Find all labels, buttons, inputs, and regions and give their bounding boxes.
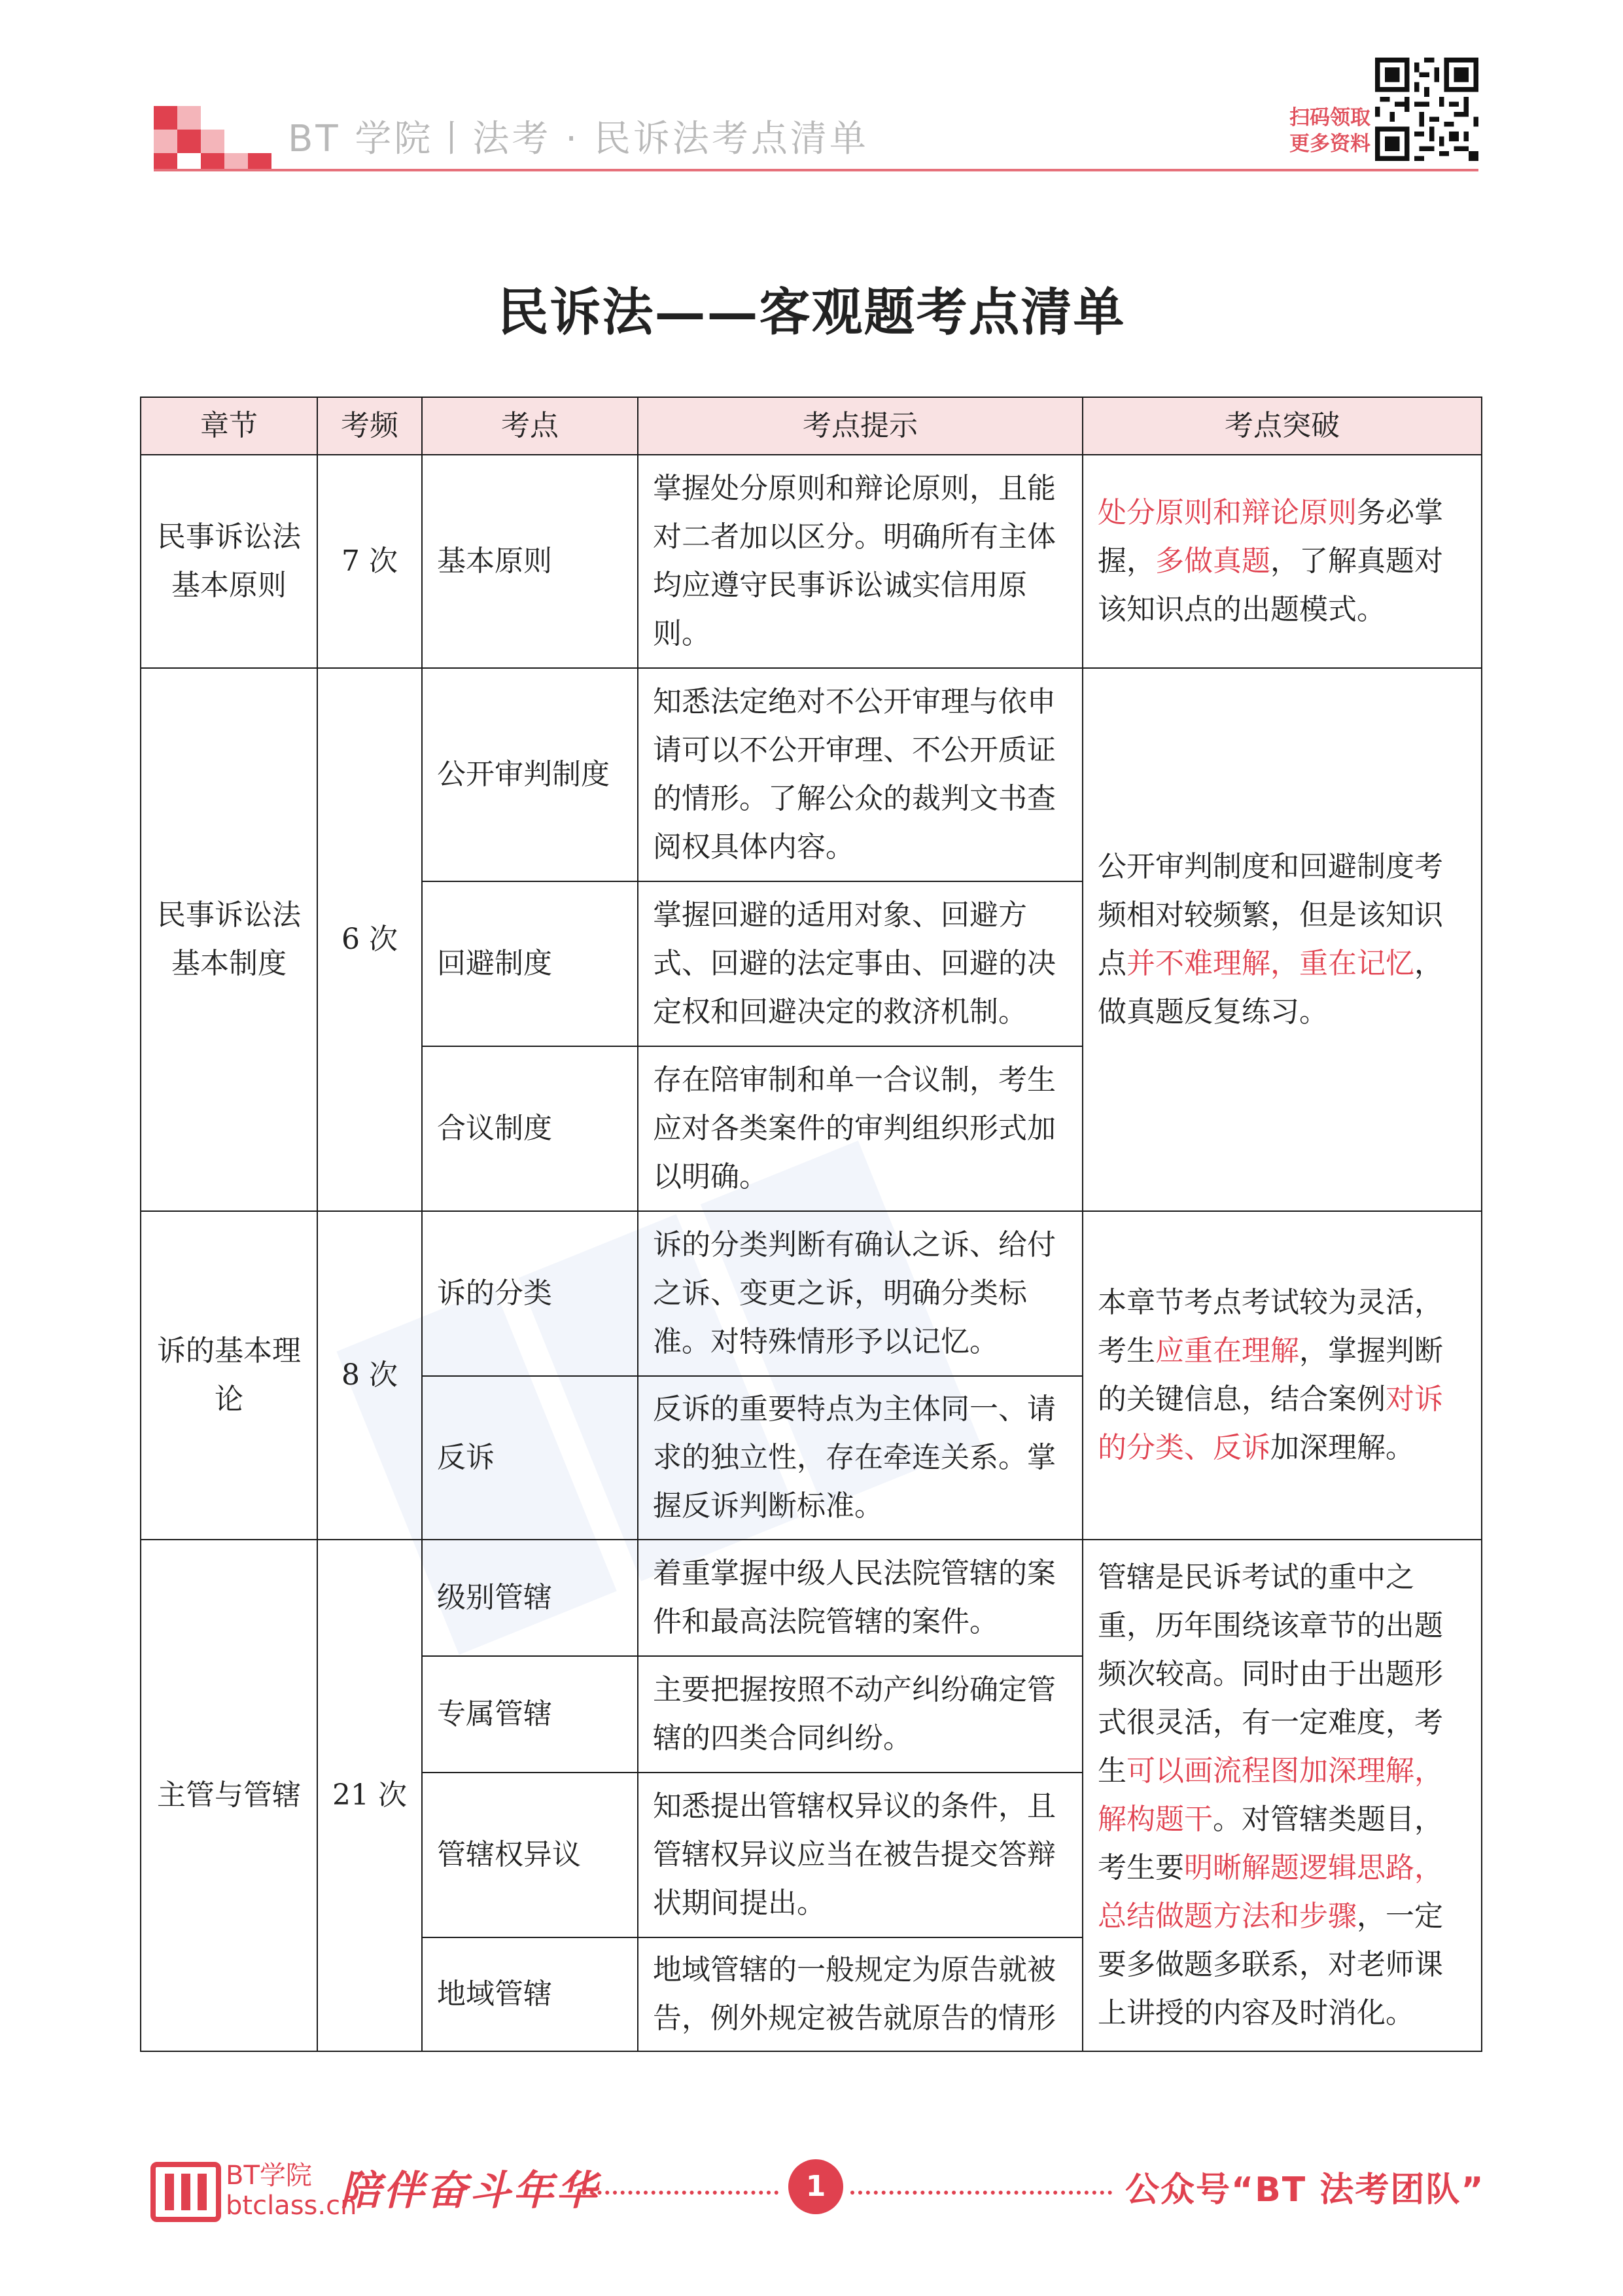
table-row [141,668,1482,881]
chapter-cell: 民事诉讼法基本制度 [141,668,317,1211]
hint-cell: 着重掌握中级人民法院管辖的案件和最高法院管辖的案件。 [638,1540,1083,1656]
hint-cell: 反诉的重要特点为主体同一、请求的独立性，存在牵连关系。掌握反诉判断标准。 [638,1376,1083,1540]
frequency-cell: 6 次 [317,668,422,1211]
plain-text: 管辖是民诉考试的重中之重，历年围绕该章节的出题频次较高。同时由于出题形式很灵活，有一定难度，考生 [1098,1561,1443,1788]
frequency-cell: 8 次 [317,1211,422,1540]
emphasis-text: 明晰解题逻辑思路，总结做题方法和步骤 [1098,1851,1443,1933]
breakthrough-cell [1083,455,1482,668]
plain-text: 本章节考点考试较为灵活，考生 [1098,1286,1443,1368]
hint-cell: 掌握处分原则和辩论原则，且能对二者加以区分。明确所有主体均应遵守民事诉讼诚实信用原则。 [638,455,1083,668]
footer-dots-left [582,2191,778,2195]
hint-cell: 诉的分类判断有确认之诉、给付之诉、变更之诉，明确分类标准。对特殊情形予以记忆。 [638,1211,1083,1376]
point-cell: 回避制度 [422,881,638,1046]
table-row [141,1211,1482,1376]
table-header-row [141,397,1482,455]
hint-cell: 地域管辖的一般规定为原告就被告，例外规定被告就原告的情形 [638,1937,1083,2051]
plain-text: ，掌握判断的关键信息，结合案例 [1098,1334,1443,1416]
point-cell: 诉的分类 [422,1211,638,1376]
hint-cell: 知悉法定绝对不公开审理与依申请可以不公开审理、不公开质证的情形。了解公众的裁判文书查阅权具体内容。 [638,668,1083,881]
page-header [0,0,1623,183]
column-header: 考频 [317,397,422,455]
exam-points-table [140,397,1482,2052]
emphasis-text: 并不难理解，重在记忆 [1126,947,1414,980]
frequency-cell: 21 次 [317,1540,422,2051]
chapter-cell: 民事诉讼法基本原则 [141,455,317,668]
brand-squares-icon [154,106,271,171]
header-title: BT 学院丨法考 · 民诉法考点清单 [288,118,869,160]
column-header: 考点 [422,397,638,455]
footer-brand [226,2161,357,2221]
scan-prompt [1276,105,1370,157]
btclass-logo-icon [150,2159,221,2222]
breakthrough-cell [1083,668,1482,1211]
table-row [141,455,1482,668]
page-title: 民诉法——客观题考点清单 [497,283,1126,342]
plain-text: 公开审判制度和回避制度考频相对较频繁，但是该知识点 [1098,850,1443,980]
plain-text: 务必掌握， [1098,496,1443,578]
point-cell: 管辖权异议 [422,1773,638,1937]
emphasis-text: 对诉的分类、反诉 [1098,1383,1443,1464]
breakthrough-cell [1083,1540,1482,2051]
emphasis-text: 可以画流程图加深理解，解构题干 [1098,1754,1443,1836]
footer-brand-name: BT学院 [226,2161,312,2191]
breakthrough-cell [1083,1211,1482,1540]
emphasis-text: 多做真题 [1155,544,1270,578]
hint-cell: 掌握回避的适用对象、回避方式、回避的法定事由、回避的决定权和回避决定的救济机制。 [638,881,1083,1046]
point-cell: 专属管辖 [422,1656,638,1773]
point-cell: 公开审判制度 [422,668,638,881]
emphasis-text: 处分原则和辩论原则 [1098,496,1357,529]
hint-cell: 存在陪审制和单一合议制，考生应对各类案件的审判组织形式加以明确。 [638,1046,1083,1211]
plain-text: 加深理解。 [1270,1431,1414,1464]
point-cell: 级别管辖 [422,1540,638,1656]
column-header: 考点突破 [1083,397,1482,455]
qr-code-icon[interactable] [1375,58,1478,161]
plain-text: ，做真题反复练习。 [1098,947,1443,1029]
point-cell: 合议制度 [422,1046,638,1211]
hint-cell: 知悉提出管辖权异议的条件，且管辖权异议应当在被告提交答辩状期间提出。 [638,1773,1083,1937]
chapter-cell: 主管与管辖 [141,1540,317,2051]
column-header: 章节 [141,397,317,455]
scan-prompt-line2: 更多资料 [1289,132,1370,156]
point-cell: 地域管辖 [422,1937,638,2051]
chapter-cell: 诉的基本理论 [141,1211,317,1540]
footer-brand-url: btclass.cn [226,2191,357,2221]
plain-text: ，一定要多做题多联系，对老师课上讲授的内容及时消化。 [1098,1899,1443,2030]
point-cell: 反诉 [422,1376,638,1540]
frequency-cell: 7 次 [317,455,422,668]
footer-dots-right [850,2191,1112,2195]
scan-prompt-line1: 扫码领取 [1289,106,1370,130]
page-number: 1 [788,2159,843,2214]
point-cell: 基本原则 [422,455,638,668]
plain-text: 。对管辖类题目，考生要 [1098,1803,1443,1884]
header-divider [154,169,1478,171]
footer-wechat: 公众号“BT 法考团队” [1125,2170,1485,2210]
footer-slogan: 陪伴奋斗年华 [340,2166,600,2214]
emphasis-text: 应重在理解 [1155,1334,1299,1368]
hint-cell: 主要把握按照不动产纠纷确定管辖的四类合同纠纷。 [638,1656,1083,1773]
plain-text: ，了解真题对该知识点的出题模式。 [1098,544,1443,626]
column-header: 考点提示 [638,397,1083,455]
table-row [141,1540,1482,1656]
